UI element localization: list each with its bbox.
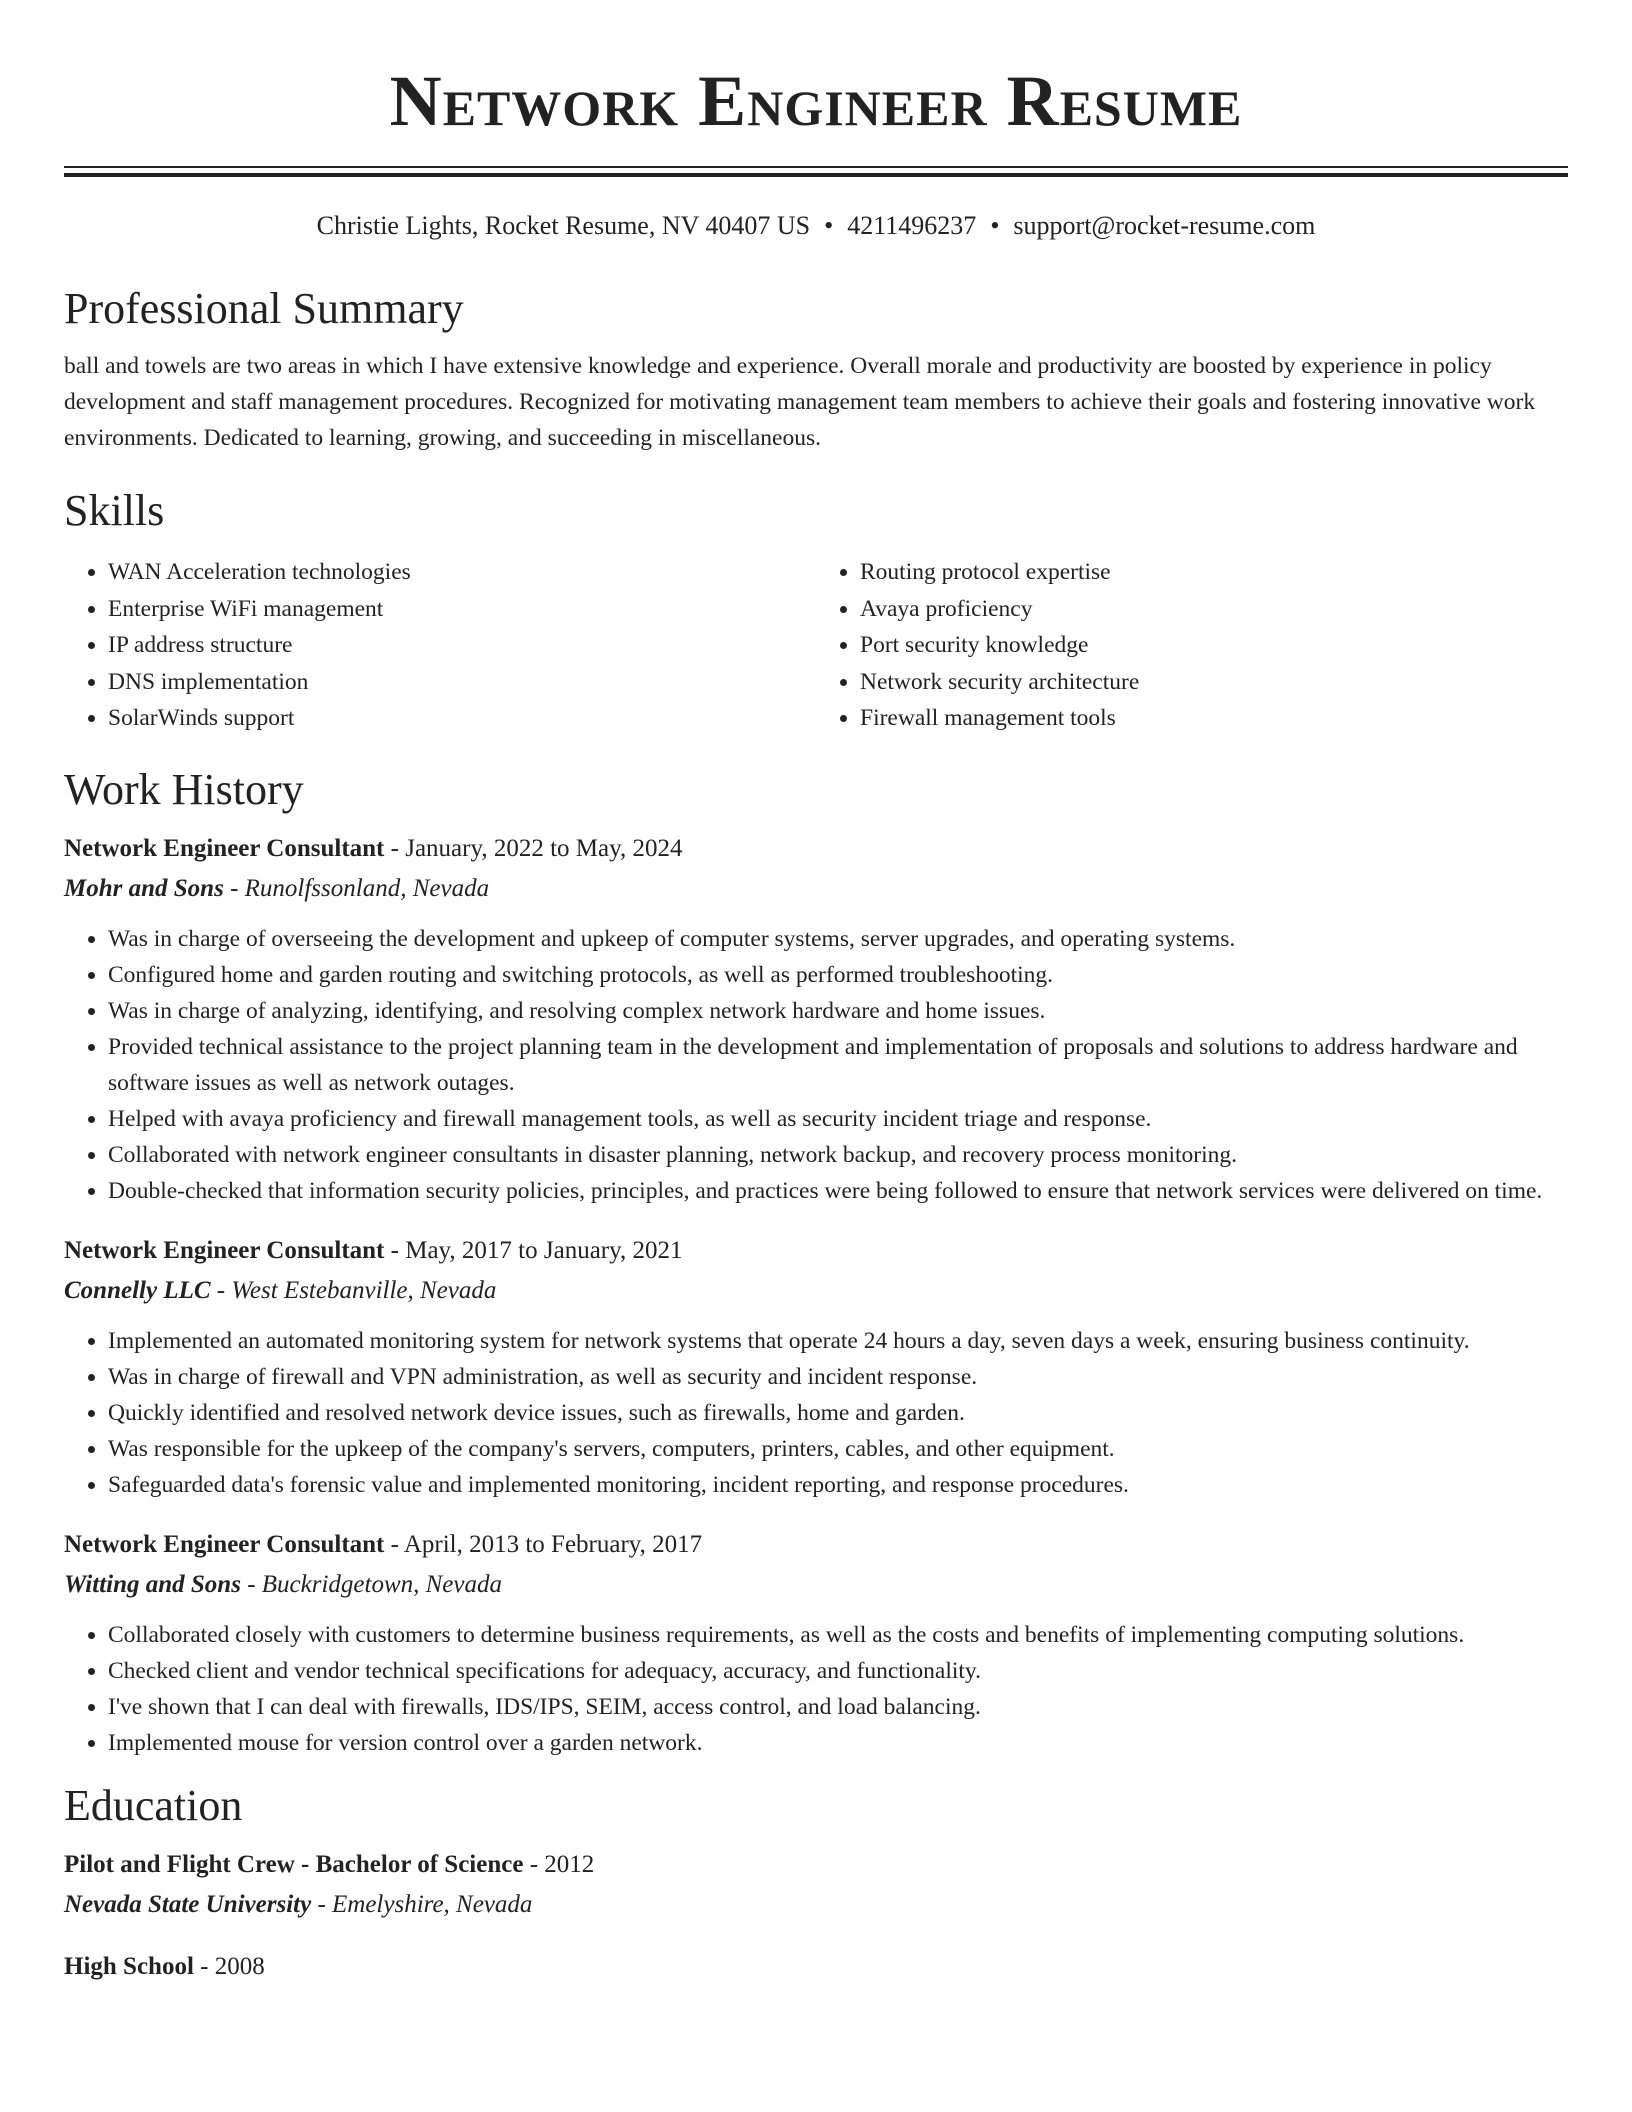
job-dates: May, 2017 to January, 2021 — [405, 1236, 683, 1264]
job-bullet: • Double-checked that information security policies, principles, and practices were being followed to ensure that network services were delivered on time. — [108, 1173, 1568, 1209]
job-dates: January, 2022 to May, 2024 — [405, 834, 683, 862]
job-bullet: • Was responsible for the upkeep of the company's servers, computers, printers, cables, and other equipment. — [108, 1431, 1568, 1467]
education-degree: High School — [64, 1952, 194, 1980]
job-location: Runolfssonland, Nevada — [244, 874, 490, 902]
skill-item: • Firewall management tools — [860, 700, 1568, 737]
skill-item: • DNS implementation — [108, 664, 816, 701]
skills-column-left — [64, 554, 816, 737]
job-entry — [64, 829, 1568, 1209]
job-title: Network Engineer Consultant — [64, 1530, 385, 1558]
job-bullets — [64, 921, 1568, 1209]
job-location: Buckridgetown, Nevada — [261, 1570, 502, 1598]
job-bullet: • Safeguarded data's forensic value and implemented monitoring, incident reporting, and response procedures. — [108, 1467, 1568, 1503]
job-bullet: • Collaborated closely with customers to determine business requirements, as well as the costs and benefits of implementing computing solutions. — [108, 1617, 1568, 1653]
education-degree: Pilot and Flight Crew - Bachelor of Science — [64, 1850, 524, 1878]
job-bullet: • I've shown that I can deal with firewalls, IDS/IPS, SEIM, access control, and load balancing. — [108, 1689, 1568, 1725]
job-company-line: Connelly LLC - West Estebanville, Nevada — [64, 1276, 497, 1304]
education-year: 2012 — [544, 1850, 595, 1878]
job-bullets — [64, 1617, 1568, 1761]
skill-item: • Routing protocol expertise — [860, 554, 1568, 591]
skills-column-right — [816, 554, 1568, 737]
job-company: Witting and Sons — [64, 1570, 241, 1598]
job-title-line: Network Engineer Consultant - January, 2022 to May, 2024 — [64, 834, 683, 862]
job-company: Connelly LLC — [64, 1276, 211, 1304]
job-entry — [64, 1525, 1568, 1761]
job-bullet: • Was in charge of overseeing the development and upkeep of computer systems, server upgrades, and operating systems. — [108, 921, 1568, 957]
job-title: Network Engineer Consultant — [64, 834, 385, 862]
skill-item: • Port security knowledge — [860, 627, 1568, 664]
skill-item: • Avaya proficiency — [860, 591, 1568, 628]
education-degree-line: High School - 2008 — [64, 1952, 265, 1980]
job-bullet: • Configured home and garden routing and switching protocols, as well as performed troubleshooting. — [108, 957, 1568, 993]
skill-item: • SolarWinds support — [108, 700, 816, 737]
education-entry — [64, 1947, 1568, 1987]
job-title-line: Network Engineer Consultant - May, 2017 to January, 2021 — [64, 1236, 683, 1264]
job-bullet: • Implemented mouse for version control over a garden network. — [108, 1725, 1568, 1761]
job-bullet: • Implemented an automated monitoring system for network systems that operate 24 hours a day, seven days a week, ensuring business continuity. — [108, 1323, 1568, 1359]
education-school: Nevada State University — [64, 1890, 312, 1918]
contact-separator: • — [990, 211, 1000, 240]
skill-item: • Enterprise WiFi management — [108, 591, 816, 628]
education-entry — [64, 1845, 1568, 1925]
contact-phone: 4211496237 — [847, 211, 977, 240]
job-bullet: • Helped with avaya proficiency and firewall management tools, as well as security incident triage and response. — [108, 1101, 1568, 1137]
job-bullet: • Collaborated with network engineer consultants in disaster planning, network backup, and recovery process monitoring. — [108, 1137, 1568, 1173]
summary-heading: Professional Summary — [64, 284, 464, 333]
job-bullet: • Provided technical assistance to the project planning team in the development and implementation of proposals and solutions to address hardware and software issues as well as network outages. — [108, 1029, 1568, 1101]
contact-email: support@rocket-resume.com — [1013, 211, 1316, 240]
title-divider — [64, 166, 1568, 174]
skills-heading: Skills — [64, 486, 165, 535]
education-heading: Education — [64, 1780, 243, 1830]
contact-address: Christie Lights, Rocket Resume, NV 40407 US — [316, 211, 811, 240]
summary-text: ball and towels are two areas in which I have extensive knowledge and experience. Overall morale and productivity are boosted by experience in policy development and staff management procedures. Recognized for motivating management team members to achieve their goals and fostering innovative work environments. Dedicated to learning, growing, and succeeding in miscellaneous. — [64, 353, 1536, 451]
job-bullet: • Checked client and vendor technical specifications for adequacy, accuracy, and functionality. — [108, 1653, 1568, 1689]
job-company-line: Mohr and Sons - Runolfssonland, Nevada — [64, 874, 490, 902]
job-bullet: • Quickly identified and resolved network device issues, such as firewalls, home and garden. — [108, 1395, 1568, 1431]
skill-item: • WAN Acceleration technologies — [108, 554, 816, 591]
skill-item: • IP address structure — [108, 627, 816, 664]
job-entry — [64, 1231, 1568, 1503]
job-dates: April, 2013 to February, 2017 — [403, 1530, 703, 1558]
job-title: Network Engineer Consultant — [64, 1236, 385, 1264]
work-history-heading: Work History — [64, 764, 304, 814]
skill-item: • Network security architecture — [860, 664, 1568, 701]
job-bullets — [64, 1323, 1568, 1503]
job-company-line: Witting and Sons - Buckridgetown, Nevada — [64, 1570, 502, 1598]
resume-title: Network Engineer Resume — [389, 61, 1243, 141]
contact-separator: • — [824, 211, 834, 240]
education-school-line: Nevada State University - Emelyshire, Nevada — [64, 1890, 533, 1918]
job-bullet: • Was in charge of analyzing, identifying, and resolving complex network hardware and home issues. — [108, 993, 1568, 1029]
job-bullet: • Was in charge of firewall and VPN administration, as well as security and incident response. — [108, 1359, 1568, 1395]
job-title-line: Network Engineer Consultant - April, 2013 to February, 2017 — [64, 1530, 703, 1558]
education-year: 2008 — [214, 1952, 265, 1980]
education-location: Emelyshire, Nevada — [332, 1890, 533, 1918]
education-degree-line: Pilot and Flight Crew - Bachelor of Science - 2012 — [64, 1850, 595, 1878]
job-location: West Estebanville, Nevada — [231, 1276, 497, 1304]
contact-line — [64, 210, 1568, 242]
skills-list — [64, 554, 1568, 737]
job-company: Mohr and Sons — [64, 874, 224, 902]
